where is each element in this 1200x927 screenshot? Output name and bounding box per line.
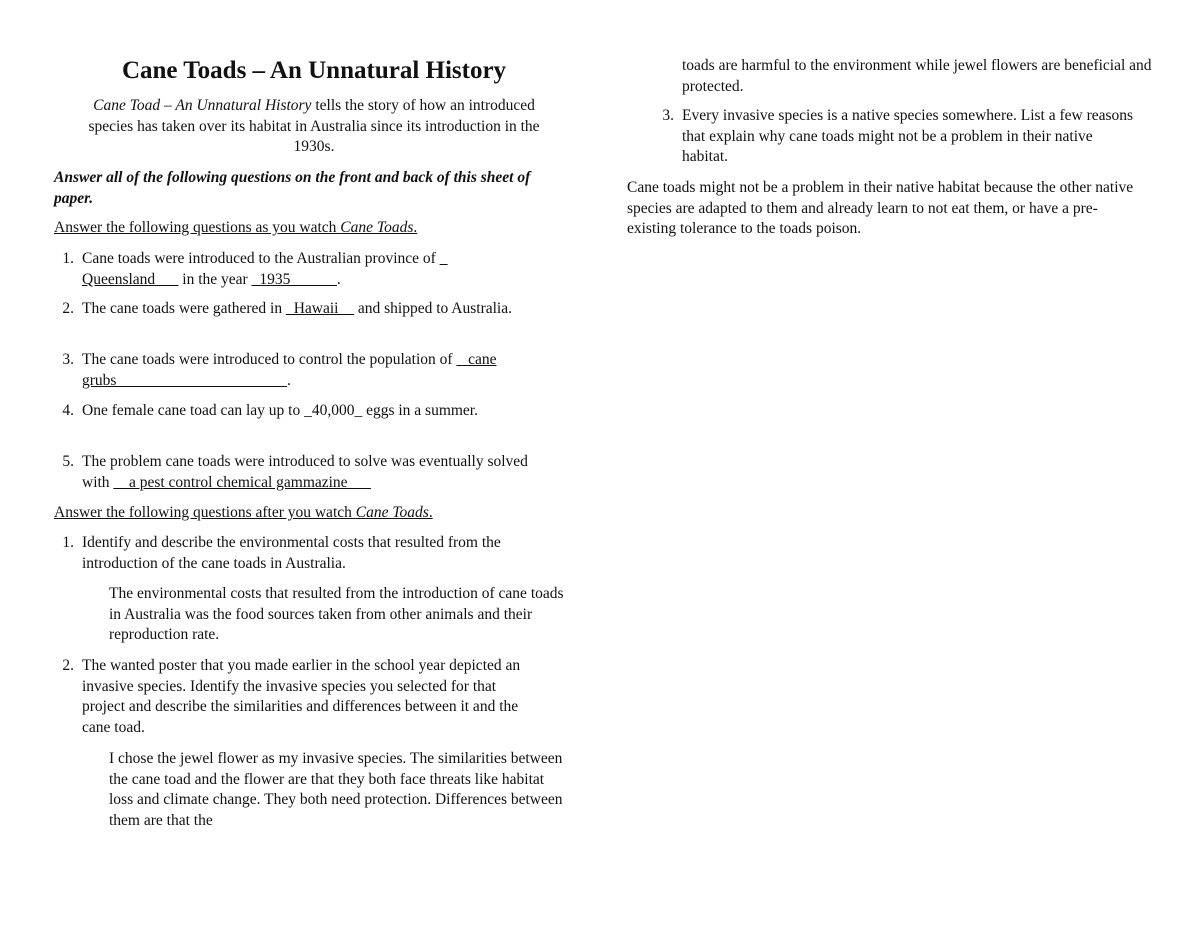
during-question-5: 5. The problem cane toads were introduced to solve was eventually solved with __a pest control chemical gammazine___ — [62, 453, 528, 491]
after-question-3: 3. Every invasive species is a native species somewhere. List a few reasons that explain why cane toads might not be a problem in their native habitat. — [662, 107, 1134, 166]
page-title: Cane Toads – An Unnatural History — [121, 57, 507, 84]
during-question-3: 3. The cane toads were introduced to control the population of _ cane grubs______________________. — [62, 351, 497, 389]
intro-text: tells the story of how an introduced species has taken over its habitat in Australia since its introduction in the 1930s. — [88, 97, 540, 156]
intro-italic-title: Cane Toad – An Unnatural History — [93, 97, 312, 114]
section-heading-after: Answer the following questions after you watch Cane Toads. — [54, 504, 433, 521]
answer-solution: __a pest control chemical gammazine___ — [113, 473, 371, 491]
answer-province: _ Queensland___ — [82, 250, 448, 288]
during-question-1: 1. Cane toads were introduced to the Australian province of _ Queensland___ in the year _1935______. — [62, 250, 448, 288]
during-question-4: 4. One female cane toad can lay up to _40,000_ eggs in a summer. — [62, 402, 478, 419]
during-question-2: 2. The cane toads were gathered in _Hawaii__ and shipped to Australia. — [62, 300, 512, 317]
after-question-1: 1. Identify and describe the environmental costs that resulted from the introduction of the cane toads in Australia. — [62, 534, 501, 572]
instruction-note: Answer all of the following questions on the front and back of this sheet of paper. — [54, 169, 531, 207]
answer-year: _1935______ — [251, 270, 337, 288]
after-answer-1: The environmental costs that resulted from the introduction of cane toads in Australia was the food sources taken from other animals and their reproduction rate. — [109, 585, 564, 644]
after-answer-2-continued: toads are harmful to the environment while jewel flowers are beneficial and protected. — [682, 57, 1152, 95]
answer-origin: _Hawaii__ — [285, 300, 354, 317]
section-heading-during: Answer the following questions as you watch Cane Toads. — [54, 219, 418, 236]
intro-paragraph — [74, 96, 554, 158]
after-answer-3: Cane toads might not be a problem in their native habitat because the other native species are adapted to them and already learn to not eat them, or have a pre-existing tolerance to the toads poison. — [627, 179, 1134, 238]
after-question-2: 2. The wanted poster that you made earlier in the school year depicted an invasive species. Identify the invasive species you selected for that project and describe the similarities and differences between it and the cane toad. — [62, 657, 521, 737]
answer-pest: _ cane grubs______________________ — [82, 351, 497, 389]
after-answer-2: I chose the jewel flower as my invasive species. The similarities between the cane toad and the flower are that they both face threats like habitat loss and climate change. They both need protection. Differences between them are that the — [109, 750, 563, 830]
